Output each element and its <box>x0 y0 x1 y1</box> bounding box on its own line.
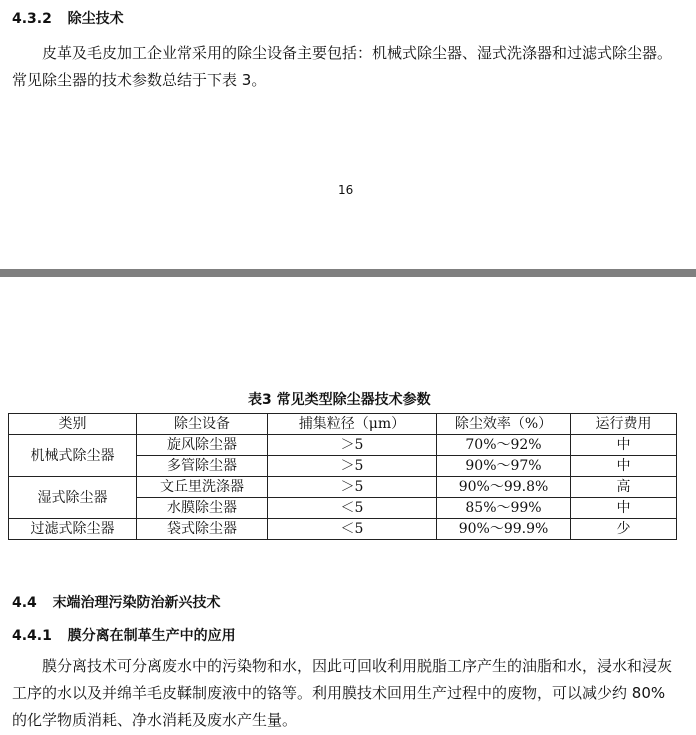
cost-cell: 中 <box>571 456 677 477</box>
particle-cell: ＜5 <box>268 498 437 519</box>
device-cell: 袋式除尘器 <box>137 519 268 540</box>
particle-cell: ＞5 <box>268 435 437 456</box>
device-cell: 水膜除尘器 <box>137 498 268 519</box>
table-caption: 表3 常见类型除尘器技术参数 <box>248 392 431 408</box>
header-device: 除尘设备 <box>137 414 268 435</box>
section-heading-4-4 <box>12 592 221 612</box>
particle-cell: ＞5 <box>268 477 437 498</box>
membrane-paragraph <box>12 653 674 734</box>
cost-cell: 高 <box>571 477 677 498</box>
table-row <box>9 435 677 456</box>
device-cell: 旋风除尘器 <box>137 435 268 456</box>
cost-cell: 中 <box>571 498 677 519</box>
section-title: 膜分离在制革生产中的应用 <box>67 628 236 644</box>
header-efficiency: 除尘效率（%） <box>437 414 571 435</box>
section-heading-4-3-2 <box>12 8 124 28</box>
device-cell: 文丘里洗涤器 <box>137 477 268 498</box>
header-category: 类别 <box>9 414 137 435</box>
efficiency-cell: 90%～99.8% <box>437 477 571 498</box>
header-operating-cost: 运行费用 <box>571 414 677 435</box>
efficiency-cell: 85%～99% <box>437 498 571 519</box>
section-title: 末端治理污染防治新兴技术 <box>52 595 221 611</box>
paragraph-text: 膜分离技术可分离废水中的污染物和水，因此可回收利用脱脂工序产生的油脂和水，浸水和浸灰工序的水以及并绵羊毛皮鞣制废液中的铬等。利用膜技术回用生产过程中的废物，可以减少约 80%的化学物质消耗、净水消耗及废水产生量。 <box>12 657 673 729</box>
header-particle-size: 捕集粒径（μm） <box>268 414 437 435</box>
efficiency-cell: 90%～97% <box>437 456 571 477</box>
section-number: 4.4 <box>12 595 37 611</box>
page-break-divider <box>0 269 696 277</box>
table-row <box>9 477 677 498</box>
particle-cell: ＜5 <box>268 519 437 540</box>
cost-cell: 少 <box>571 519 677 540</box>
category-cell: 机械式除尘器 <box>9 435 137 477</box>
efficiency-cell: 90%～99.9% <box>437 519 571 540</box>
section-title: 除尘技术 <box>67 11 124 27</box>
table-header-row <box>9 414 677 435</box>
section-number: 4.4.1 <box>12 628 52 644</box>
category-cell: 湿式除尘器 <box>9 477 137 519</box>
table-row <box>9 519 677 540</box>
paragraph-text: 皮革及毛皮加工企业常采用的除尘设备主要包括：机械式除尘器、湿式洗涤器和过滤式除尘器。常见除尘器的技术参数总结于下表 3。 <box>12 44 673 89</box>
device-cell: 多管除尘器 <box>137 456 268 477</box>
section-heading-4-4-1 <box>12 625 236 645</box>
cost-cell: 中 <box>571 435 677 456</box>
category-cell: 过滤式除尘器 <box>9 519 137 540</box>
dust-collector-table <box>8 413 677 540</box>
particle-cell: ＞5 <box>268 456 437 477</box>
dust-removal-paragraph <box>12 40 672 94</box>
efficiency-cell: 70%～92% <box>437 435 571 456</box>
section-number: 4.3.2 <box>12 11 52 27</box>
page-number: 16 <box>338 183 354 197</box>
